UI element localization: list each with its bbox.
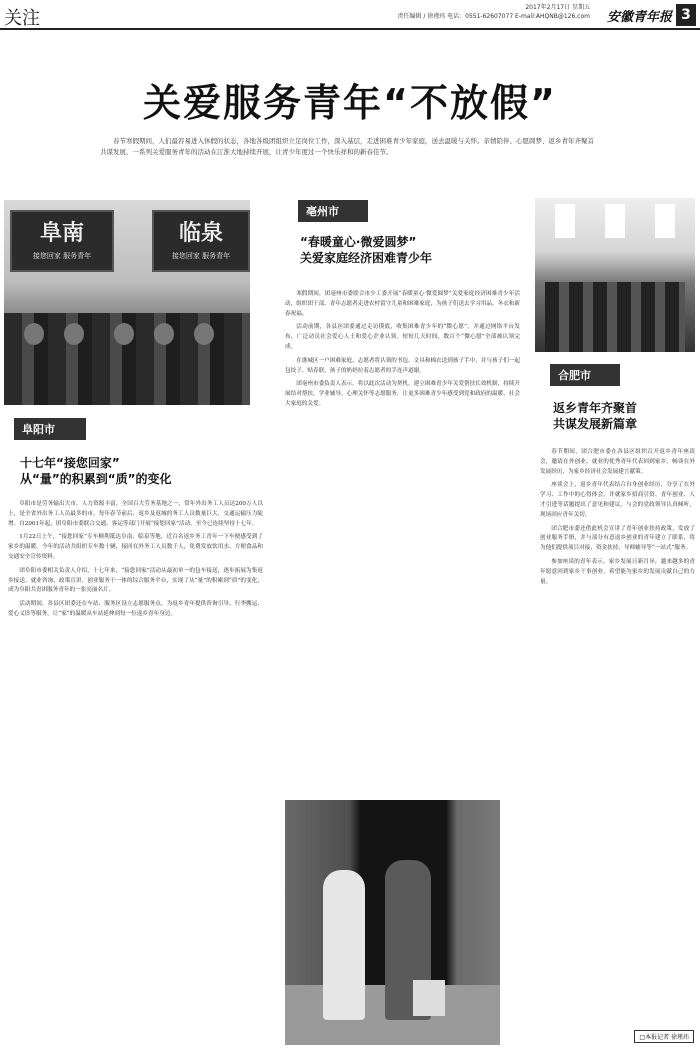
ceiling-light [605,204,625,238]
city-tag-hefei: 合肥市 [550,364,620,386]
photo-youth-meeting [535,198,695,352]
ceiling-light [655,204,675,238]
photo-home-visit [285,800,500,1045]
gate-sign-linquan: 临泉 接您回家 服务青年 [152,210,250,272]
main-headline: 关爱服务青年“不放假” [143,81,557,125]
paragraph: 团阜阳市委相关负责人介绍，十七年来，“接您回家”活动从最初单一的包车接送，逐步拓展为集返乡接送、就业咨询、政策宣讲、创业服务于一体的综合服务平台，实现了从“量”的积累到“质”的变化，成为阜阳共青团服务青年的一张亮丽名片。 [8,567,263,594]
paragraph: 座谈会上，返乡青年代表结合自身创业经历，分享了在外学习、工作中的心得体会，并就家乡招商引资、青年创业、人才引进等话题提出了意见和建议。与会的党政领导认真倾听，现场回应青年关切。 [540,482,695,518]
subhead-hefei: 返乡青年齐聚首 共谋发展新篇章 [553,401,638,431]
crowd-person [194,323,214,345]
lead-paragraph: 春节寒假期间，人们最容易进入休假的状态，各地各级团组织立足岗位工作，深入基层，走进困难青少年家庭，送去温暖与关怀。亲情陪伴、心愿圆梦、返乡青年齐聚首共谋发展，一系列关爱服务青年的活动在江淮大地持续开展，让青少年度过一个快乐祥和的新春佳节。 [100,137,594,156]
page-header [0,0,700,30]
crowd-person [64,323,84,345]
paragraph: 春节期间，团合肥市委在各县区组织召开返乡青年座谈会，邀请在外创业、就业的优秀青年代表回到家乡，畅谈在外发展经历，为家乡经济社会发展建言献策。 [540,449,695,475]
paragraph: 在谯城区一户困难家庭，志愿者将认领的书包、文具和棉衣送到孩子手中，并与孩子们一起包饺子、贴春联。孩子的奶奶拉着志愿者的手连声道谢。 [285,357,520,374]
paragraph: 1月22日上午，“接您回家”专车顺利抵达阜南、临泉等地，近百名返乡务工青年一下车便感受到了家乡的温暖。今年的活动共组织专车数十辆，接回在外务工人员数千人，免费发放饮用水、方便食品和交通安全宣传资料。 [8,534,263,560]
byline: □本报记者 徐瑾玮 [634,1030,694,1043]
city-tag-bozhou: 亳州市 [298,200,368,222]
issue-meta [250,3,590,21]
article-body-fuyang [8,500,263,1048]
issue-date: 2017年2月17日 星期五 [525,4,590,11]
paper-name: 安徽青年报 [606,9,672,25]
paragraph: 团合肥市委还借此机会宣讲了青年创业扶持政策，发放了创业服务手册，并与部分有意返乡创业的青年建立了联系，将为他们提供项目对接、资金扶持、导师辅导等“一站式”服务。 [540,525,695,552]
article-body-bozhou [285,290,520,790]
crowd-person [24,323,44,345]
subhead-fuyang: 十七年“接您回家” 从“量”的积累到“质”的变化 [20,456,172,486]
paragraph: 参加座谈的青年表示，家乡发展日新月异，越来越多的青年愿意回到家乡干事创业，希望能为家乡的发展贡献自己的力量。 [540,558,695,585]
ceiling-light [555,204,575,238]
gate-sign-funan: 阜南 接您回家 服务青年 [10,210,114,272]
meeting-table [545,282,685,352]
paragraph: 阜阳市是劳务输出大市，人力资源丰富，全国百大劳务基地之一，常年外出务工人员达200万人以上，是全省外出务工人员最多的市。每年春节前后，返乡及返城的务工人员数量巨大，交通运输压力陡增。自2001年起，团阜阳市委联合交通、客运等部门开展“接您回家”活动，至今已连续坚持十七年。 [8,501,263,527]
article-body-hefei [540,448,695,1023]
paragraph: 活动前期，各县区团委通过走访摸底，收集困难青少年的“微心愿”，并通过网络平台发布，广泛动员社会爱心人士和爱心企业认领。短短几天时间，数百个“微心愿”全部被认领完成。 [285,324,520,350]
paragraph: 寒假期间，团亳州市委联合市少工委开展“春暖童心·微爱圆梦”关爱家庭经济困难青少年活动，组织团干部、青年志愿者走进农村留守儿童和困难家庭，为孩子们送去学习用品、冬衣和新春祝福。 [285,291,520,317]
city-tag-fuyang: 阜阳市 [14,418,86,440]
gift-box [413,980,445,1016]
section-label: 关注 [4,8,40,29]
subhead-bozhou: “春暖童心·微爱圆梦” 关爱家庭经济困难青少年 [300,235,433,265]
editor-contact: 责任编辑 / 徐瑾玮 电话：0551-62607077 E-mail:AHQNB@126.com [397,13,590,20]
crowd-person [154,323,174,345]
paragraph: 团亳州市委负责人表示，将以此次活动为契机，建立困难青少年关爱帮扶长效机制，持续开展结对帮扶、学业辅导、心理关怀等志愿服务，让更多困难青少年感受到党和政府的温暖、社会大家庭的关爱。 [285,381,520,407]
photo-returning-workers [4,200,250,405]
paragraph: 活动期间，各县区团委还在车站、服务区设立志愿服务点，为返乡青年提供咨询引导、行李搬运、爱心义诊等服务，让“家”的温暖从车站延伸到每一位返乡青年身边。 [8,601,263,617]
page-number: 3 [676,4,696,26]
crowd-person [114,323,134,345]
volunteer-figure [323,870,365,1020]
masthead [607,3,696,27]
